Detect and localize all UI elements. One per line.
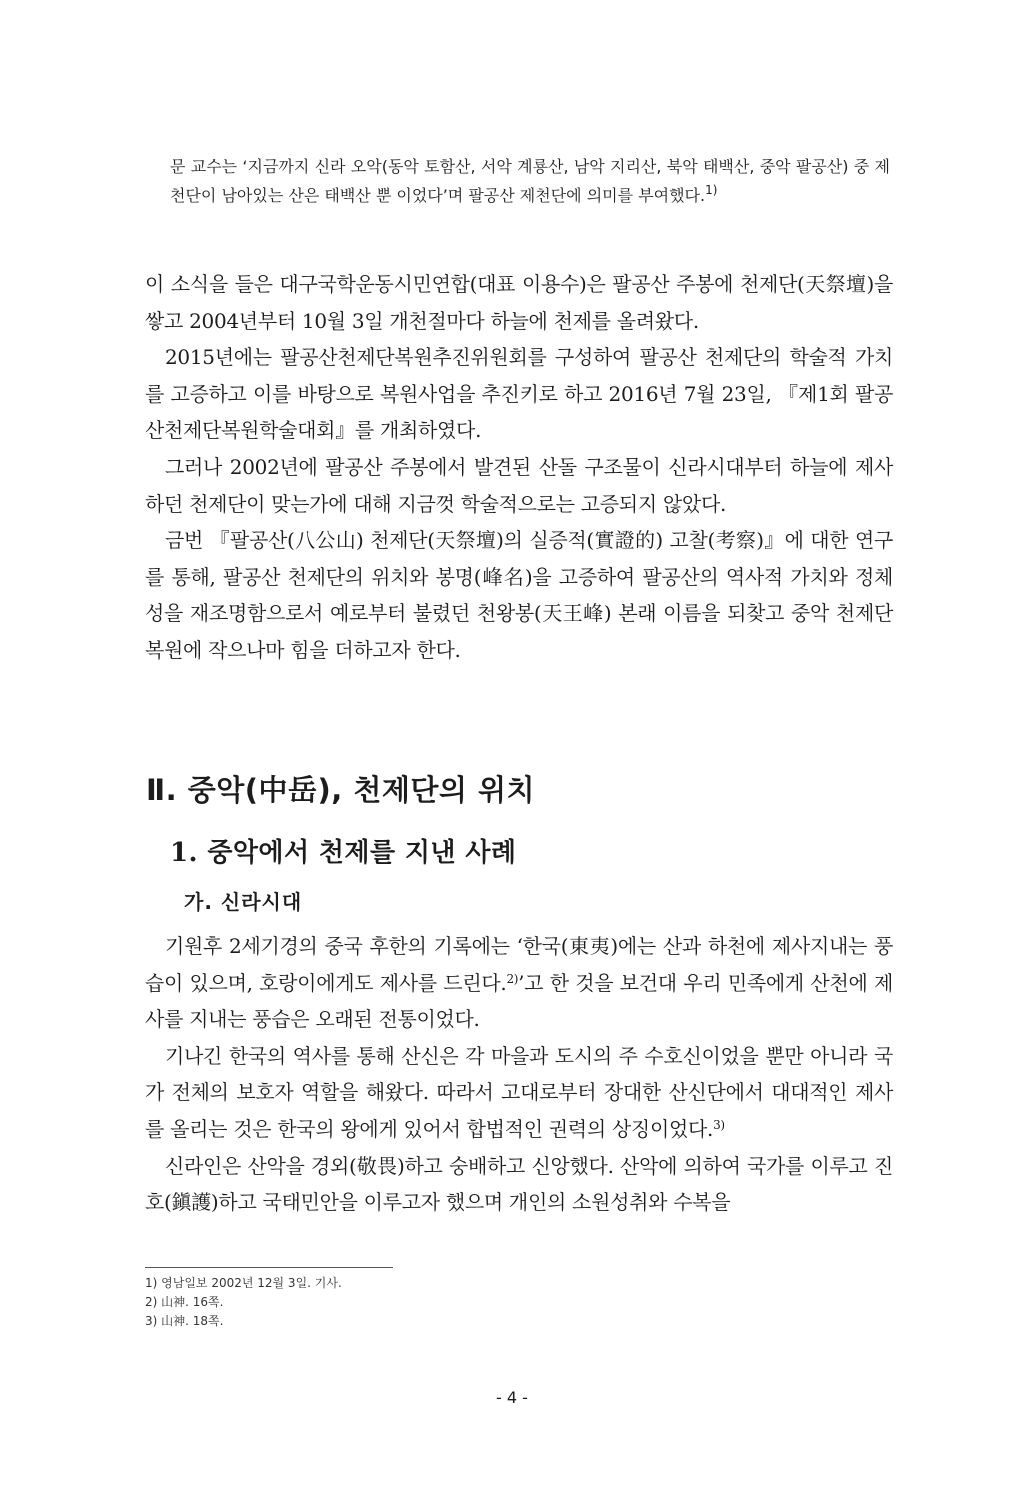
section-body: [145, 928, 893, 1221]
paragraph-3: 그러나 2002년에 팔공산 주봉에서 발견된 산돌 구조물이 신라시대부터 하늘에 제사하던 천제단이 맞는가에 대해 지금껏 학술적으로는 고증되지 않았다.: [145, 454, 893, 516]
intro-body: [145, 266, 893, 669]
paragraph-5: 기원후 2세기경의 중국 후한의 기록에는 ‘한국(東夷)에는 산과 하천에 제사지내는 풍습이 있으며, 호랑이에게도 제사를 드린다.$^{2)}$’고 한 것을 보건대 우리 민족에게 산천에 제사를 지내는 풍습은 오래된 전통이었다.: [145, 934, 893, 1032]
subsection-heading: 1. 중악에서 천제를 지낸 사례: [170, 838, 517, 868]
quote-text: 문 교수는 ‘지금까지 신라 오악(동악 토함산, 서악 계룡산, 남악 지리산, 북악 태백산, 중악 팔공산) 중 제천단이 남아있는 산은 태백산 뿐 이었다’며 팔공산 제천단에 의미를 부여했다.$^{1)}$: [170, 157, 890, 205]
sub-subsection-heading: 가. 신라시대: [184, 890, 303, 914]
section-heading: Ⅱ. 중악(中岳), 천제단의 위치: [146, 773, 536, 807]
footnote-1: 1) 영남일보 2002년 12월 3일. 기사.: [145, 1276, 342, 1290]
paragraph-7: 신라인은 산악을 경외(敬畏)하고 숭배하고 신앙했다. 산악에 의하여 국가를 이루고 진호(鎭護)하고 국태민안을 이루고자 했으며 개인의 소원성취와 수복을: [145, 1153, 893, 1215]
paragraph-2: 2015년에는 팔공산천제단복원추진위원회를 구성하여 팔공산 천제단의 학술적 가치를 고증하고 이를 바탕으로 복원사업을 추진키로 하고 2016년 7월 23일, 『제1회 팔공산천제단복원학술대회』를 개최하였다.: [145, 345, 893, 443]
paragraph-4: 금번 『팔공산(八公山) 천제단(天祭壇)의 실증적(實證的) 고찰(考察)』에 대한 연구를 통해, 팔공산 천제단의 위치와 봉명(峰名)을 고증하여 팔공산의 역사적 가치와 정체성을 재조명함으로서 예로부터 불렸던 천왕봉(天王峰) 본래 이름을 되찾고 중악 천제단 복원에 작으나마 힘을 더하고자 한다.: [145, 528, 893, 662]
paragraph-1: 이 소식을 들은 대구국학운동시민연합(대표 이용수)은 팔공산 주봉에 천제단(天祭壇)을 쌓고 2004년부터 10월 3일 개천절마다 하늘에 천제를 올려왔다.: [145, 272, 893, 333]
footnote-ref-3: 3): [713, 1117, 725, 1132]
footnote-ref-2: 2): [506, 971, 519, 986]
quoted-passage: [170, 152, 890, 210]
footnote-3: 3) 山神. 18쪽.: [145, 1314, 224, 1328]
footnotes: [145, 1274, 342, 1331]
footnote-2: 2) 山神. 16쪽.: [145, 1295, 224, 1309]
footnote-ref-1: 1): [705, 183, 718, 197]
paragraph-6: 기나긴 한국의 역사를 통해 산신은 각 마을과 도시의 주 수호신이었을 뿐만 아니라 국가 전체의 보호자 역할을 해왔다. 따라서 고대로부터 장대한 산신단에서 대대적인 제사를 올리는 것은 한국의 왕에게 있어서 합법적인 권력의 상징이었다.$^{3)}$: [145, 1043, 893, 1141]
footnote-divider: [145, 1267, 393, 1268]
page-number: - 4 -: [496, 1388, 528, 1407]
